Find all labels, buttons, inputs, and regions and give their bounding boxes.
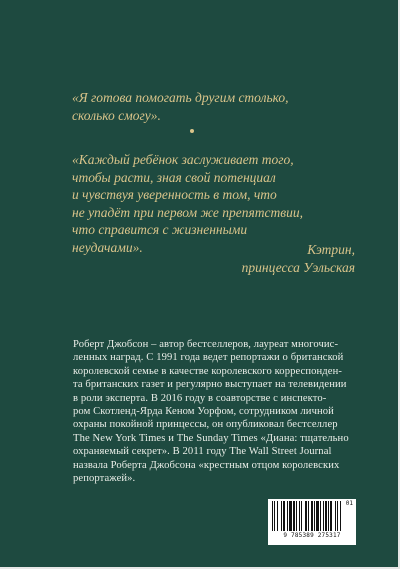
barcode-bar bbox=[305, 501, 307, 531]
bio-line: та британских газет и регулярно выступает на телевидении bbox=[73, 379, 347, 391]
quote-line: и чувствуя уверенность в том, что bbox=[72, 187, 277, 203]
barcode-bar bbox=[277, 501, 278, 531]
barcode-bar bbox=[301, 501, 302, 531]
bio-line: охраны покойной принцессы, он опубликовал бестселлер bbox=[73, 419, 338, 431]
barcode-addon: 01 bbox=[345, 500, 353, 507]
quote-line: чтобы расти, зная свой потенциал bbox=[72, 169, 276, 185]
bio-line: в роли эксперта. В 2016 году в соавторстве с инспекто- bbox=[73, 392, 327, 404]
bio-line: The New York Times и The Sunday Times «Диана: тщательно bbox=[73, 432, 349, 444]
barcode-bar bbox=[296, 501, 297, 531]
bio-line: ленных наград. С 1991 года ведет репортажи о британской bbox=[73, 352, 344, 364]
attribution-title: принцесса Уэльская bbox=[241, 259, 355, 275]
barcode-bar bbox=[316, 501, 319, 531]
barcode-bar bbox=[287, 501, 288, 531]
bio-line: назвала Роберта Джобсона «крестным отцом королевских bbox=[73, 459, 340, 471]
barcode-bar bbox=[328, 501, 329, 531]
bullet-separator bbox=[190, 129, 194, 133]
quote-line: «Каждый ребёнок заслуживает того, bbox=[72, 152, 294, 167]
bio-line: королевской семье в качестве королевского корреспонден- bbox=[73, 365, 342, 377]
barcode-bar bbox=[311, 501, 313, 531]
quote-line: что справится с жизненными bbox=[72, 222, 248, 238]
barcode-bar bbox=[308, 501, 309, 531]
barcode-bar bbox=[335, 501, 336, 531]
quote-princess-help bbox=[72, 89, 342, 124]
barcode-digits: 9 785389 275317 bbox=[283, 532, 341, 539]
barcode-bar bbox=[281, 501, 282, 531]
quote-line: не упадёт при первом же препятствии, bbox=[72, 204, 304, 220]
barcode-bar bbox=[330, 501, 332, 531]
quote-attribution bbox=[200, 241, 355, 276]
quote-line: неудачами». bbox=[72, 239, 143, 255]
bio-line: ром Скотленд-Ярда Кеном Уорфом, сотрудником личной bbox=[73, 406, 334, 418]
barcode-bar bbox=[272, 501, 273, 531]
bio-line: охраняемый секрет». В 2011 году The Wall Street Journal bbox=[73, 446, 332, 458]
barcode-bar bbox=[299, 501, 300, 531]
quote-line: сколько смогу». bbox=[72, 107, 161, 123]
barcode-bar bbox=[283, 501, 285, 531]
barcode-bar bbox=[337, 501, 338, 531]
barcode-bar bbox=[274, 501, 275, 531]
barcode-bar bbox=[323, 501, 324, 531]
isbn-barcode bbox=[268, 499, 356, 545]
quote-line: «Я готова помогать другим столько, bbox=[72, 90, 289, 105]
barcode-bar bbox=[293, 501, 295, 531]
author-bio bbox=[73, 338, 349, 485]
attribution-name: Кэтрин, bbox=[307, 242, 355, 257]
barcode-bar bbox=[314, 501, 315, 531]
bio-line: Роберт Джобсон – автор бестселлеров, лауреат многочис- bbox=[73, 339, 339, 350]
barcode-bars bbox=[272, 501, 342, 533]
barcode-bar bbox=[289, 501, 292, 531]
barcode-bar bbox=[325, 501, 327, 531]
barcode-bar bbox=[320, 501, 321, 531]
bio-line: репортажей». bbox=[73, 473, 136, 485]
barcode-bar bbox=[340, 501, 341, 531]
